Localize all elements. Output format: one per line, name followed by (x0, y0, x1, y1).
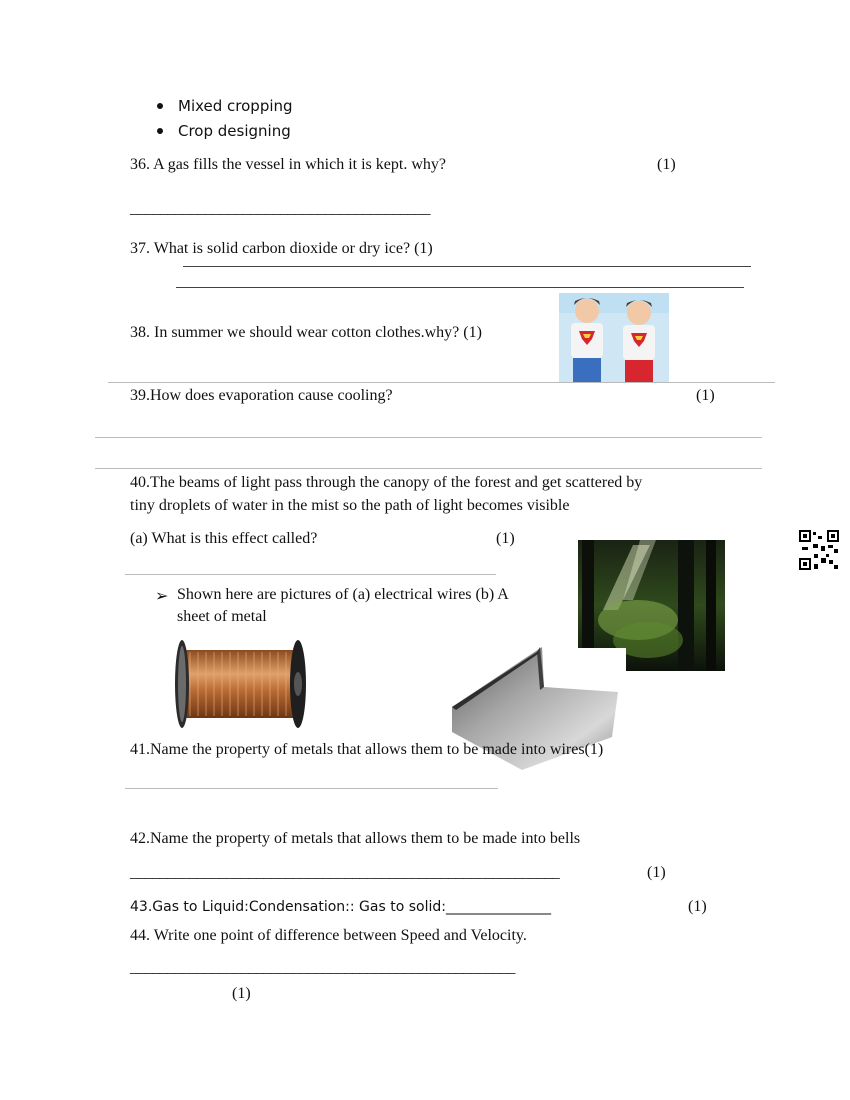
question-40-marks: (1) (496, 530, 515, 547)
question-41: 41.Name the property of metals that allows them to be made into wires(1) (130, 741, 604, 758)
question-42-answer-blank[interactable]: __________________________________________________________ (130, 864, 560, 881)
question-36-marks: (1) (657, 156, 676, 173)
answer-line[interactable] (183, 266, 751, 267)
question-40-part-a: (a) What is this effect called? (130, 530, 318, 547)
question-44-answer-blank[interactable]: ____________________________________________________ (130, 959, 515, 976)
copper-wire-spool-image (170, 638, 310, 730)
answer-line[interactable] (176, 287, 744, 288)
question-42-marks: (1) (647, 864, 666, 881)
answer-line[interactable] (95, 437, 762, 438)
qr-code-icon (799, 530, 839, 570)
question-38: 38. In summer we should wear cotton clothes.why? (1) (130, 324, 482, 341)
question-42: 42.Name the property of metals that allows them to be made into bells (130, 830, 581, 847)
question-39: 39.How does evaporation cause cooling? (130, 387, 393, 404)
bullet-dot (157, 103, 163, 109)
question-37: 37. What is solid carbon dioxide or dry ice? (1) (130, 240, 433, 257)
question-39-marks: (1) (696, 387, 715, 404)
question-43: 43.Gas to Liquid:Condensation:: Gas to solid:_______________ (130, 899, 551, 915)
bullet-dot (157, 128, 163, 134)
question-43-marks: (1) (688, 898, 707, 915)
question-44-marks: (1) (232, 985, 251, 1002)
question-40-line-2: tiny droplets of water in the mist so the path of light becomes visible (130, 497, 570, 514)
question-36-answer-blank[interactable]: ________________________________________ (130, 200, 430, 217)
question-36: 36. A gas fills the vessel in which it is kept. why? (130, 156, 446, 173)
two-children-cotton-clothes-image (559, 293, 669, 383)
arrow-bullet-icon: ➢ (155, 588, 169, 605)
answer-line[interactable] (125, 574, 496, 575)
answer-line[interactable] (95, 468, 762, 469)
answer-line[interactable] (125, 788, 498, 789)
wires-metal-statement-line-1: Shown here are pictures of (a) electrical wires (b) A (177, 586, 509, 603)
bullet-item-mixed-cropping: Mixed cropping (178, 97, 293, 115)
bullet-item-crop-designing: Crop designing (178, 122, 291, 140)
wires-metal-statement-line-2: sheet of metal (177, 608, 267, 625)
question-40-line-1: 40.The beams of light pass through the canopy of the forest and get scattered by (130, 474, 643, 491)
kids-picture (559, 293, 669, 383)
question-44: 44. Write one point of difference between Speed and Velocity. (130, 927, 527, 944)
divider-line (108, 382, 775, 383)
